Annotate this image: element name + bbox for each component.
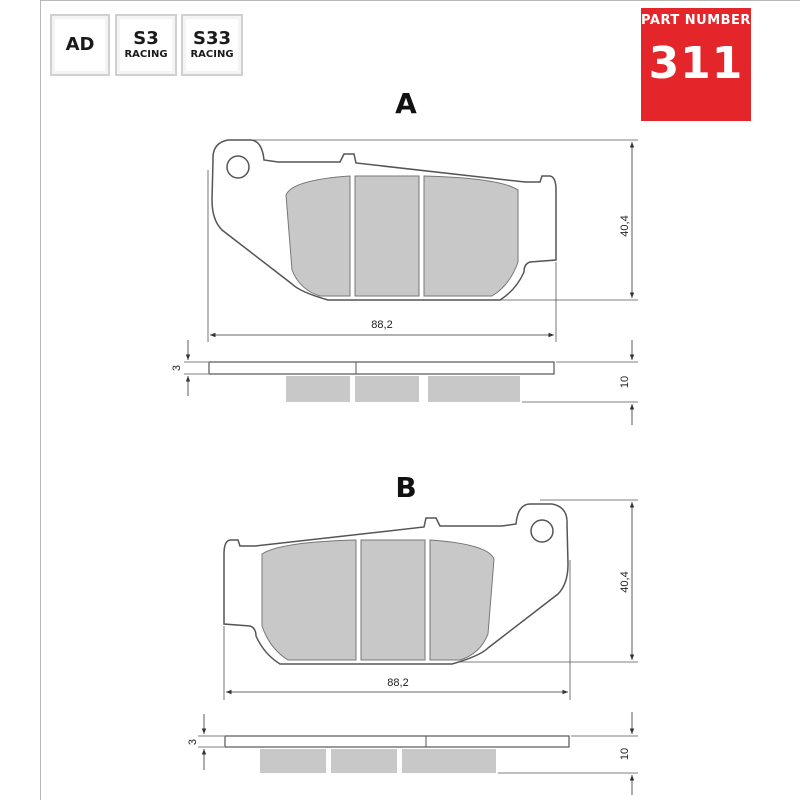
badge-s3-sublabel: RACING bbox=[124, 49, 168, 60]
part-number-label: PART NUMBER bbox=[641, 13, 751, 28]
pad-b-friction-block bbox=[361, 540, 425, 660]
badge-s33-sublabel: RACING bbox=[190, 49, 234, 60]
pad-b-friction-block bbox=[262, 540, 356, 660]
pad-b-side-backing bbox=[225, 736, 569, 747]
pad-a bbox=[171, 87, 638, 425]
pad-b-total-dimension: 10 bbox=[619, 747, 631, 761]
pad-a-friction-block bbox=[424, 176, 518, 296]
pad-b-friction-block bbox=[430, 540, 494, 660]
badge-ad-label: AD bbox=[65, 34, 95, 55]
pad-a-side-friction bbox=[286, 376, 350, 402]
pad-b-plate-dimension: 3 bbox=[187, 738, 199, 746]
pad-a-side-friction bbox=[428, 376, 520, 402]
pad-a-friction-block bbox=[355, 176, 419, 296]
pad-a-mounting-hole bbox=[227, 156, 249, 178]
pad-a-height-dimension: 40,4 bbox=[619, 215, 631, 237]
pad-a-plate-dimension: 3 bbox=[171, 364, 183, 372]
badge-s3-label: S3 bbox=[133, 28, 159, 49]
pad-b-width-dimension: 88,2 bbox=[387, 677, 409, 689]
pad-a-side-friction bbox=[355, 376, 419, 402]
part-number-value: 311 bbox=[648, 38, 744, 89]
pad-a-side-backing bbox=[209, 362, 554, 374]
pad-b-side-friction bbox=[260, 749, 326, 773]
pad-b bbox=[187, 471, 638, 795]
pad-a-friction-block bbox=[286, 176, 350, 296]
pad-b-height-dimension: 40,4 bbox=[619, 571, 631, 593]
badge-s33-label: S33 bbox=[192, 28, 231, 49]
pad-b-mounting-hole bbox=[531, 520, 553, 542]
pad-a-width-dimension: 88,2 bbox=[371, 319, 393, 331]
pad-b-side-friction bbox=[402, 749, 496, 773]
pad-b-side-friction bbox=[331, 749, 397, 773]
pad-b-letter: B bbox=[395, 471, 417, 504]
pad-a-letter: A bbox=[395, 87, 417, 120]
pad-a-total-dimension: 10 bbox=[619, 375, 631, 389]
